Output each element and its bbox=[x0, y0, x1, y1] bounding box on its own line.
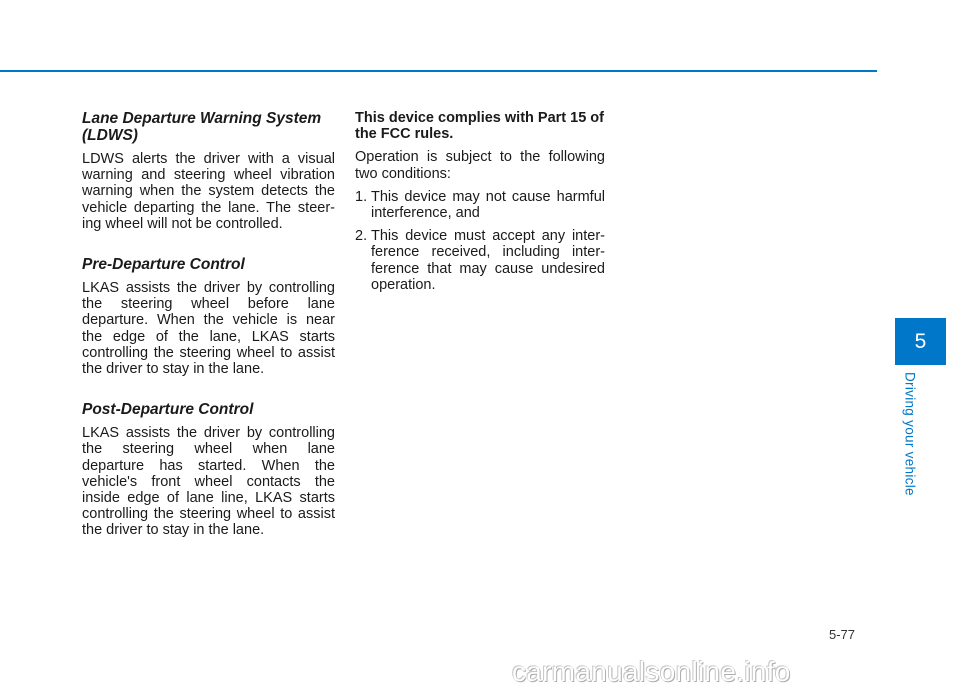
right-column bbox=[355, 110, 605, 300]
list-number: 1. bbox=[355, 188, 368, 205]
fcc-conditions-list bbox=[355, 189, 605, 293]
chapter-number-tab: 5 bbox=[895, 318, 946, 365]
list-item bbox=[355, 189, 605, 221]
fcc-intro: Operation is subject to the following two conditions: bbox=[355, 149, 605, 182]
heading-line: Lane Departure Warning System bbox=[82, 110, 322, 127]
list-item bbox=[355, 228, 605, 293]
chapter-title: Driving your vehicle bbox=[902, 372, 918, 496]
section-body-pre-departure: LKAS assists the driver by controlling the steering wheel before lane departure. When the vehicle is near the edge of the lane, LKAS starts controlling the steering wheel to assist the driver to stay in the lane. bbox=[82, 280, 335, 378]
section-body-ldws: LDWS alerts the driver with a visual warning and steering wheel vibration warning when the system detects the vehicle departing the lane. The steering wheel will not be controlled. bbox=[82, 151, 335, 232]
header-rule bbox=[0, 70, 877, 72]
page-number: 5-77 bbox=[829, 627, 856, 642]
heading-line: (LDWS) bbox=[82, 127, 138, 144]
list-text: This device must accept any interference received, including interference that may cause undesired operation. bbox=[371, 228, 605, 293]
section-heading-pre-departure: Pre-Departure Control bbox=[82, 256, 245, 274]
section-heading-ldws bbox=[82, 110, 335, 144]
list-text: This device may not cause harmful interference, and bbox=[371, 188, 605, 222]
left-column bbox=[82, 110, 335, 563]
section-body-post-departure: LKAS assists the driver by controlling the steering wheel when lane departure has started. When the vehicle's front wheel contacts the inside edge of lane line, LKAS starts controlling the steering wheel to assist the driver to stay in the lane. bbox=[82, 425, 335, 539]
fcc-statement: This device complies with Part 15 of the FCC rules. bbox=[355, 110, 604, 143]
list-number: 2. bbox=[355, 228, 368, 245]
watermark-text: carmanualsonline.info bbox=[512, 656, 791, 687]
section-heading-post-departure: Post-Departure Control bbox=[82, 401, 254, 419]
